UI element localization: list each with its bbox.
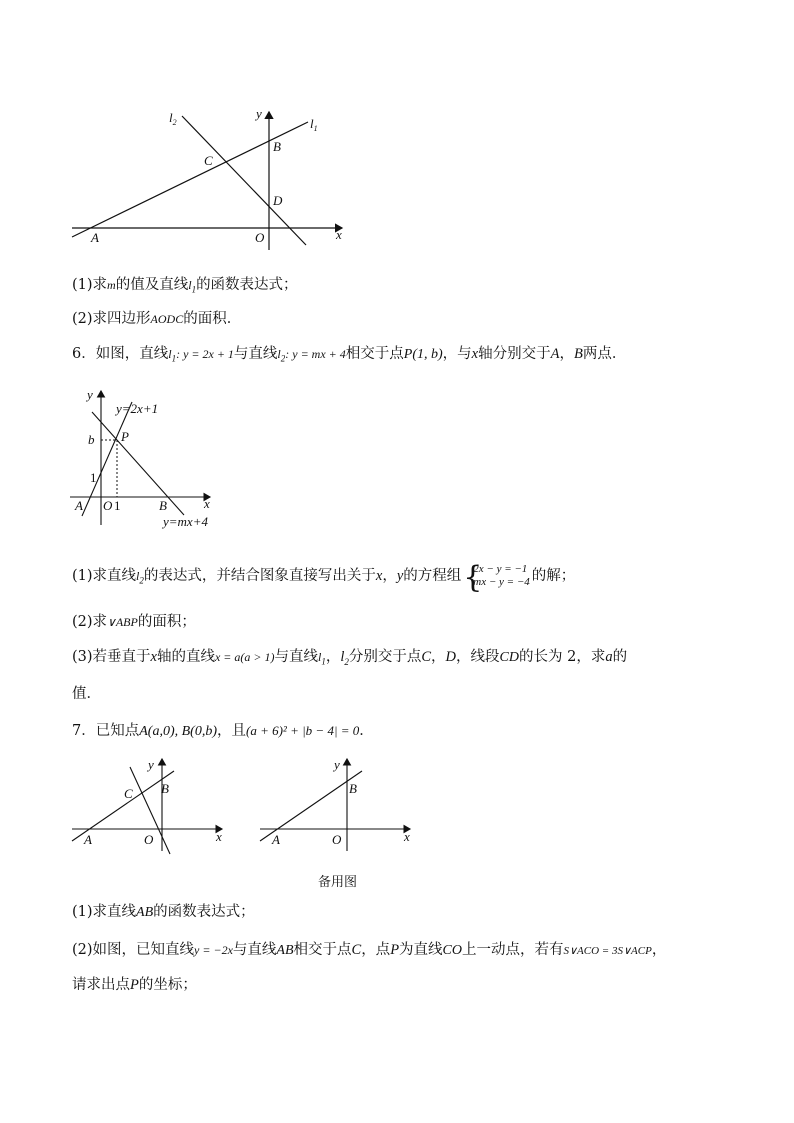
- q6-part3-l1: $l_1$: [318, 650, 326, 667]
- q7-part1: [72, 902, 255, 923]
- label-x: x: [336, 227, 342, 242]
- figure-q6: [68, 385, 228, 530]
- system-brace: {: [463, 560, 483, 595]
- q6-part1-text-d: 的解；: [531, 568, 576, 584]
- q7-part2-text-f: 上一动点，若有: [462, 942, 564, 958]
- var-l1: $l_1$: [188, 278, 197, 295]
- q6-part2: [72, 612, 196, 632]
- q6-stem-tail2: 轴分别交于: [478, 346, 551, 362]
- q7-part2-text-a: (2)如图，已知直线: [72, 942, 195, 958]
- q6-part1-text-b: 的表达式，并结合图象直接写出关于: [143, 568, 376, 584]
- q7-part2-area-eq: S∨ACO = 3S∨ACP: [563, 945, 652, 957]
- q7-stem-intro: 7．已知点: [72, 723, 140, 739]
- q6-stem-end: 两点．: [582, 346, 627, 362]
- q7-part2-text-g: ，: [651, 942, 667, 958]
- q6-part3-a: a: [605, 649, 613, 665]
- q7r-label-y: y: [334, 757, 340, 772]
- q7-part2-AB: AB: [276, 943, 294, 958]
- q6-part3-text-c: 与直线: [274, 649, 318, 665]
- q7-part2-P: P: [390, 942, 400, 958]
- q6-stem: [72, 344, 626, 368]
- q6-label-B: B: [159, 498, 167, 513]
- var-m: m: [107, 278, 116, 292]
- q6-l1: $l_1$: y = 2x + 1: [168, 347, 234, 364]
- q7-part2-text-e: 为直线: [399, 942, 443, 958]
- q6-part1-l2: $l_2$: [136, 569, 144, 586]
- q6-label-one-y: 1: [90, 470, 97, 485]
- q6-part3-text-f: ，: [431, 649, 446, 665]
- q5-part1-text-b: 的值及直线: [115, 277, 189, 293]
- system-row-2: mx − y = −4: [473, 576, 530, 588]
- q6-B: B: [573, 346, 583, 362]
- label-l2: $l_2$: [169, 110, 177, 127]
- q6-part3-cont: [72, 684, 101, 704]
- q7-part2-eq: y = −2x: [194, 943, 233, 957]
- label-D: D: [273, 193, 283, 208]
- q7-part2-text-d: ，点: [361, 942, 391, 958]
- q6-label-one-x: 1: [114, 498, 121, 513]
- figure-q7-right-svg: [258, 755, 418, 855]
- label-C: C: [204, 153, 213, 168]
- q6-part3-text-b: 轴的直线: [156, 649, 215, 665]
- q6-part1-text-c: 的方程组: [403, 568, 462, 584]
- q6-part1-comma: ，: [382, 568, 397, 584]
- label-y: y: [256, 106, 262, 121]
- q7-part2-cont: [72, 975, 197, 995]
- q5-part1: [72, 275, 298, 299]
- figure-q5: [70, 104, 350, 254]
- q7-stem: [72, 721, 374, 742]
- q6-part3-eq: x = a(a > 1): [214, 650, 275, 664]
- q6-part3: [72, 647, 627, 672]
- q6-label-P: P: [121, 429, 129, 444]
- q6-part2-text-b: 的面积；: [137, 614, 196, 630]
- figure-q7-right-caption: 备用图: [318, 875, 358, 890]
- q7-stem-end: ．: [359, 723, 374, 739]
- q6-label-A: A: [75, 498, 83, 513]
- q6-part3-CD: CD: [499, 650, 519, 665]
- q6-A: A: [550, 346, 560, 362]
- q7-part2-text-c: 相交于点: [293, 942, 352, 958]
- q7-part2: [72, 940, 666, 961]
- q6-part1-x: x: [375, 568, 383, 584]
- q6-part3-text-d: ，: [325, 649, 341, 665]
- q7-part1-text-b: 的函数表达式；: [153, 904, 255, 920]
- q6-label-b: b: [88, 432, 95, 447]
- q6-label-O: O: [103, 498, 113, 513]
- q7-part2-text-h: 的坐标；: [138, 977, 197, 993]
- q6-label-x: x: [204, 496, 210, 511]
- q7l-label-B: B: [161, 781, 169, 796]
- equation-system: [463, 560, 530, 595]
- q7-condition: (a + 6)² + |b − 4| = 0: [246, 723, 360, 738]
- q7-part2-P2: P: [130, 977, 139, 993]
- q6-sep: ，: [559, 346, 574, 362]
- q7l-label-C: C: [124, 786, 133, 801]
- var-AODC: AODC: [150, 312, 184, 326]
- q7-part2-C: C: [351, 942, 362, 958]
- system-row-1: 2x − y = −1: [473, 563, 528, 575]
- q6-part3-text-g: ，线段: [456, 649, 500, 665]
- q6-point-P: P(1, b): [403, 347, 443, 362]
- q7-part1-text-a: (1)求直线: [72, 904, 137, 920]
- q7-part2-text-b: 与直线: [232, 942, 277, 958]
- q6-part1-y: y: [396, 568, 404, 584]
- q6-part3-text-h: 的长为 2，求: [518, 649, 606, 665]
- q7r-label-B: B: [349, 781, 357, 796]
- q7l-label-x: x: [216, 829, 222, 844]
- q6-stem-intro: 6．如图，直线: [72, 346, 169, 362]
- q5-part2-text-b: 的面积．: [183, 311, 242, 327]
- q6-part3-l2: $l_2$: [340, 649, 349, 667]
- q5-part1-text-a: (1)求: [72, 277, 108, 293]
- label-O: O: [255, 230, 265, 245]
- q6-part3-cont-text: 值．: [72, 686, 101, 702]
- q6-label-y: y: [87, 387, 93, 402]
- figure-q6-svg: [68, 385, 228, 530]
- figure-q7-right: [258, 755, 418, 855]
- q7r-label-x: x: [404, 829, 410, 844]
- q7l-label-y: y: [148, 757, 154, 772]
- q6-part3-x: x: [150, 649, 157, 665]
- figure-q7-left-svg: [70, 755, 230, 855]
- q5-part1-text-c: 的函数表达式；: [196, 277, 298, 293]
- q5-part2: [72, 309, 241, 329]
- q6-label-eq2: y=mx+4: [163, 514, 208, 529]
- q6-part2-text-a: (2)求: [72, 614, 108, 630]
- q5-part2-text-a: (2)求四边形: [72, 311, 151, 327]
- q7l-label-O: O: [144, 832, 154, 847]
- figure-q5-svg: [70, 104, 350, 254]
- q7l-label-A: A: [84, 832, 92, 847]
- q6-l2: $l_2$: y = mx + 4: [277, 347, 346, 364]
- q6-stem-tail1: ，与: [442, 346, 472, 362]
- q6-x: x: [471, 346, 479, 362]
- line-l2: [182, 116, 306, 245]
- q7r-label-A: A: [272, 832, 280, 847]
- q6-part1: [72, 560, 576, 595]
- q6-part3-C: C: [421, 649, 432, 665]
- q7-points: A(a,0), B(0,b): [139, 724, 217, 739]
- q6-stem-after: 相交于点: [345, 346, 404, 362]
- q7r-label-O: O: [332, 832, 342, 847]
- q6-part3-text-e: 分别交于点: [348, 649, 422, 665]
- figure-q7-left: [70, 755, 230, 855]
- q6-stem-mid: 与直线: [233, 346, 278, 362]
- label-l1: $l_1$: [310, 116, 318, 133]
- q6-part3-D: D: [445, 649, 457, 665]
- q6-triangle-ABP: ∨ABP: [107, 615, 138, 629]
- q7-part2-CO: CO: [442, 943, 462, 958]
- q7-stem-mid: ，且: [217, 723, 246, 739]
- q6-part3-text-a: (3)若垂直于: [72, 649, 151, 665]
- q7-part2-cont-text: 请求出点: [72, 977, 130, 993]
- q6-part3-text-i: 的: [612, 649, 628, 665]
- q6-part1-text-a: (1)求直线: [72, 568, 137, 584]
- label-A: A: [91, 230, 99, 245]
- q7-part1-AB: AB: [136, 905, 154, 920]
- q6-label-eq1: y=2x+1: [116, 401, 159, 416]
- label-B: B: [273, 139, 281, 154]
